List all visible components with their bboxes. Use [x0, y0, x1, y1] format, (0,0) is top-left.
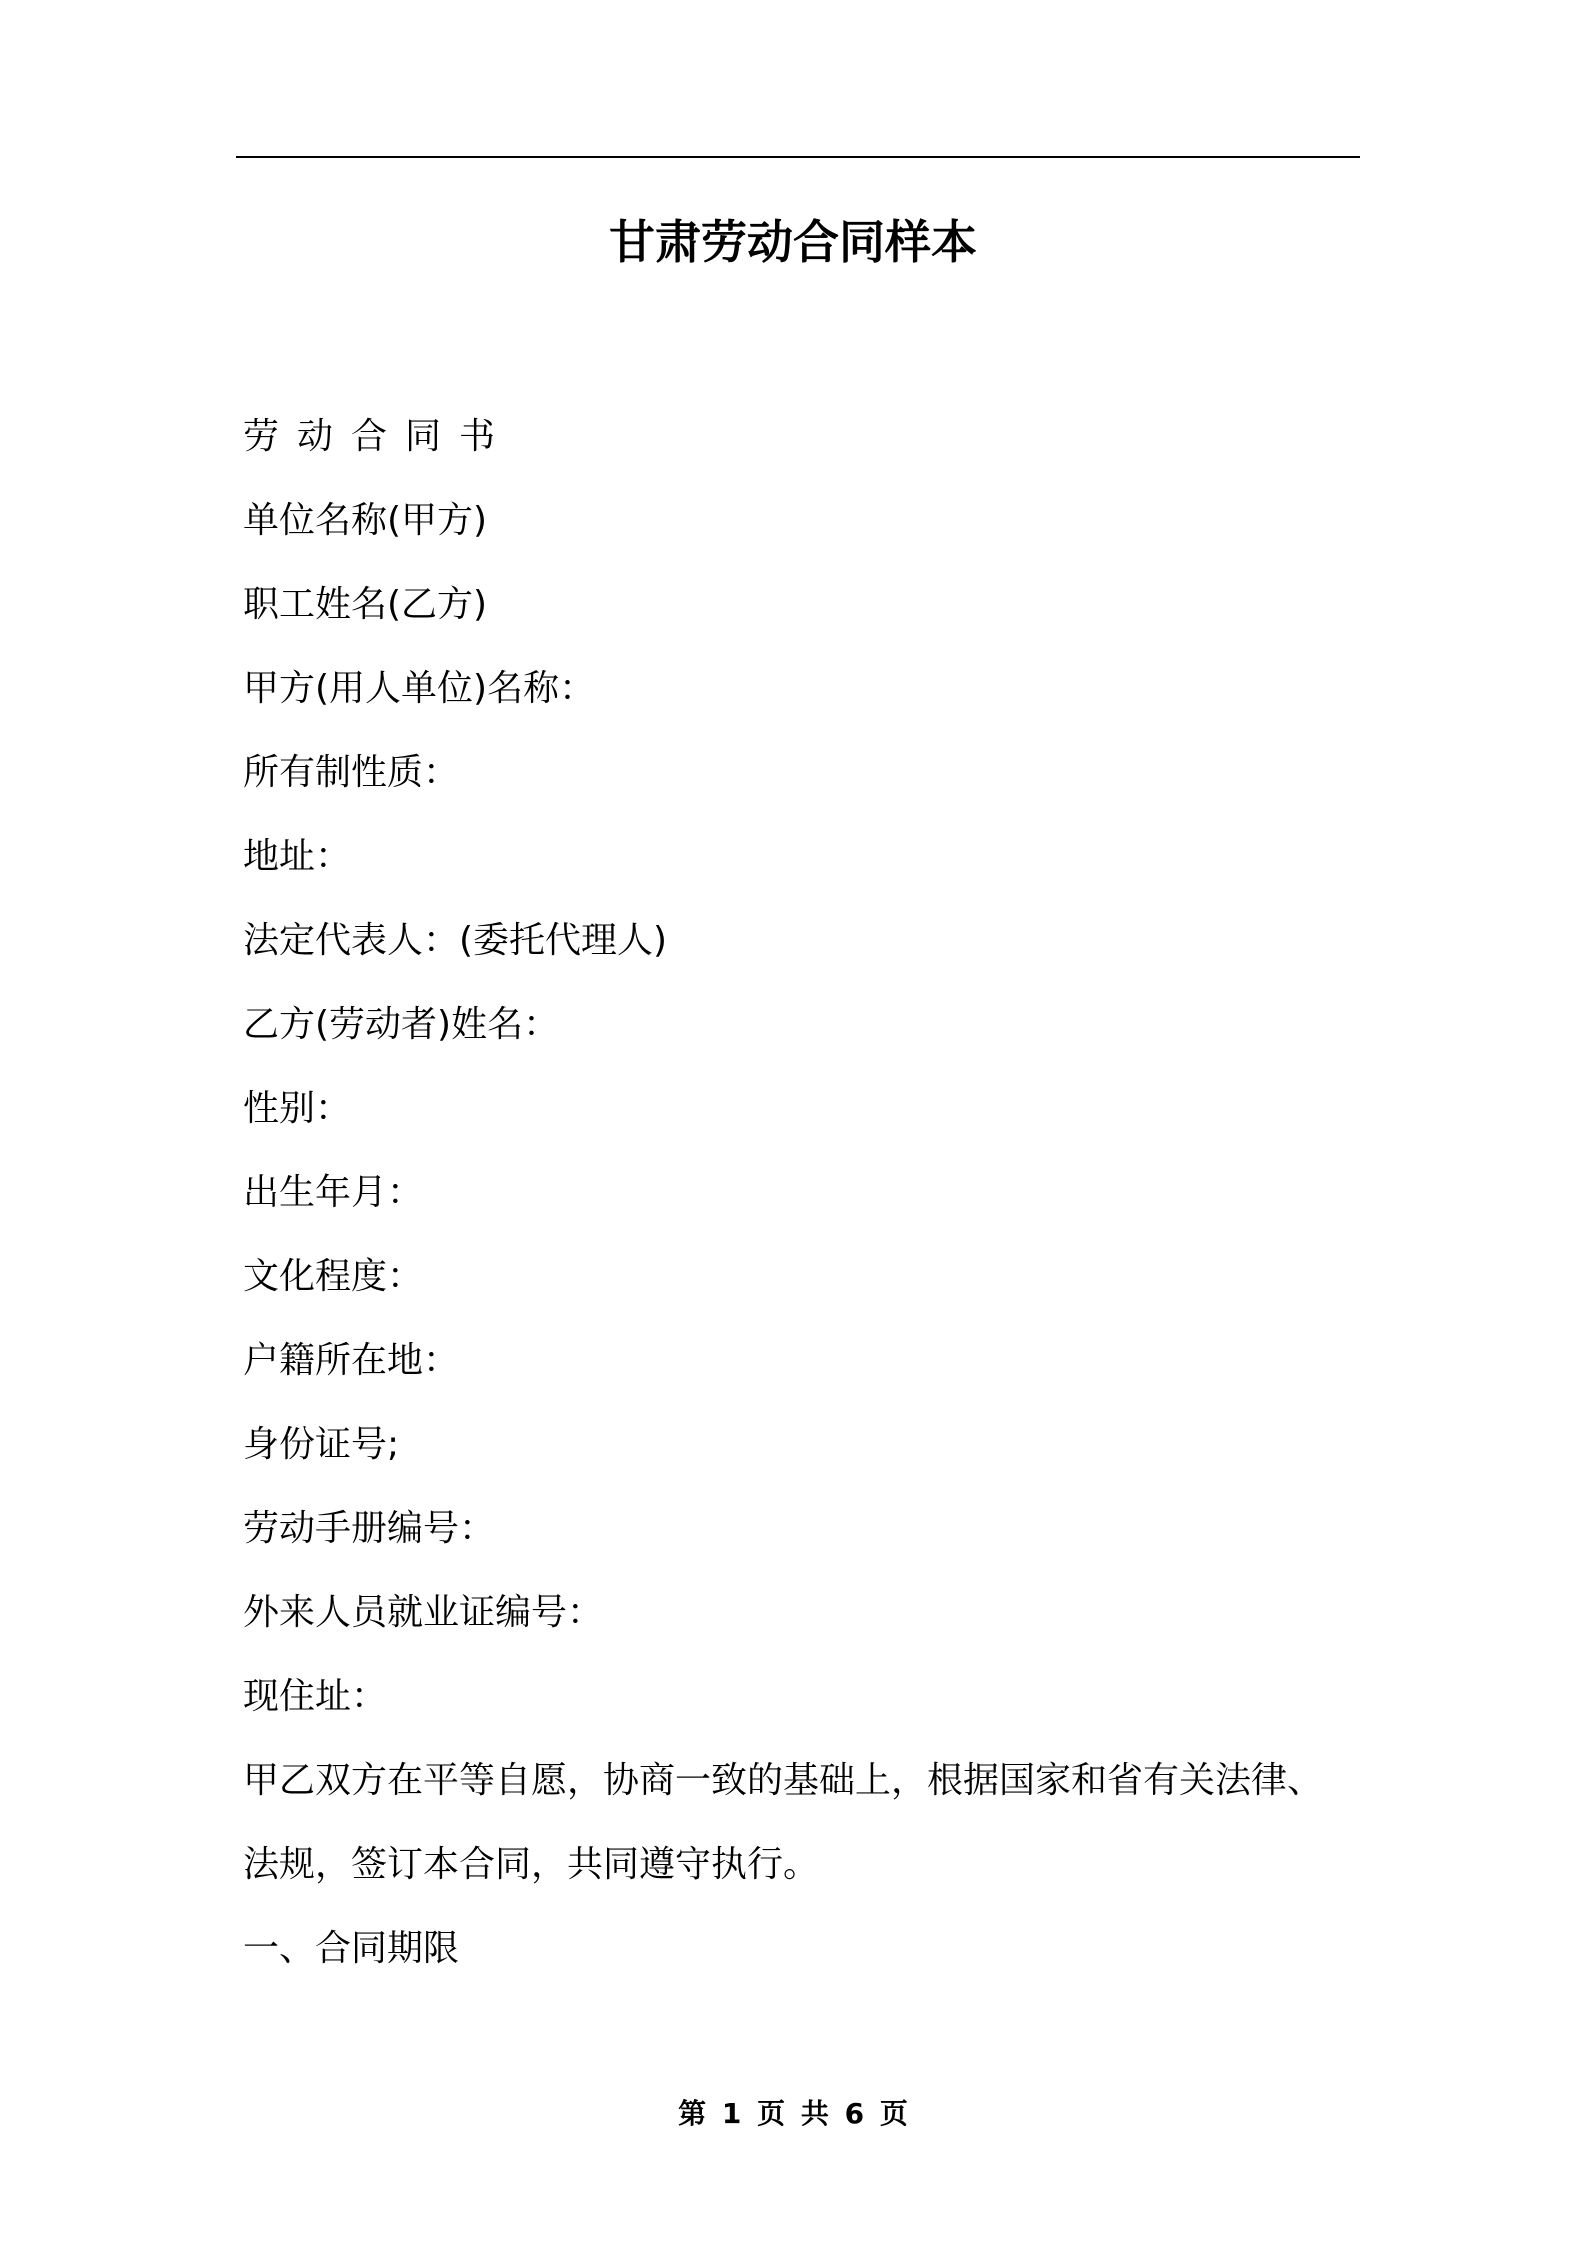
field-current-address: 现住址：: [243, 1676, 388, 1717]
field-id-number: 身份证号;: [243, 1424, 400, 1465]
page-number: 第 1 页 共 6 页: [678, 2097, 908, 2130]
field-address: 地址：: [243, 836, 352, 877]
section-heading-contract-term: 一、合同期限: [243, 1928, 460, 1969]
paragraph-line-2: 法规，签订本合同，共同遵守执行。: [243, 1844, 820, 1885]
document-body: [243, 405, 1373, 2001]
field-household-registration: 户籍所在地：: [243, 1340, 460, 1381]
field-ownership-type: 所有制性质：: [243, 752, 460, 793]
field-legal-representative: 法定代表人：(委托代理人): [243, 920, 668, 961]
field-party-b-name: 乙方(劳动者)姓名：: [243, 1004, 560, 1045]
document-title: 甘肃劳动合同样本: [609, 215, 977, 269]
field-employer-name: 单位名称(甲方): [243, 500, 488, 541]
header-rule: [236, 156, 1360, 158]
field-labor-handbook-number: 劳动手册编号：: [243, 1508, 496, 1549]
field-education: 文化程度：: [243, 1256, 424, 1297]
field-party-a-name: 甲方(用人单位)名称：: [243, 668, 596, 709]
section-heading-contract: 劳动合同书: [243, 416, 514, 457]
field-work-permit-number: 外来人员就业证编号：: [243, 1592, 604, 1633]
field-birth-date: 出生年月：: [243, 1172, 424, 1213]
paragraph-line-1: 甲乙双方在平等自愿，协商一致的基础上，根据国家和省有关法律、: [243, 1760, 1324, 1801]
field-gender: 性别：: [243, 1088, 352, 1129]
field-employee-name: 职工姓名(乙方): [243, 584, 488, 625]
